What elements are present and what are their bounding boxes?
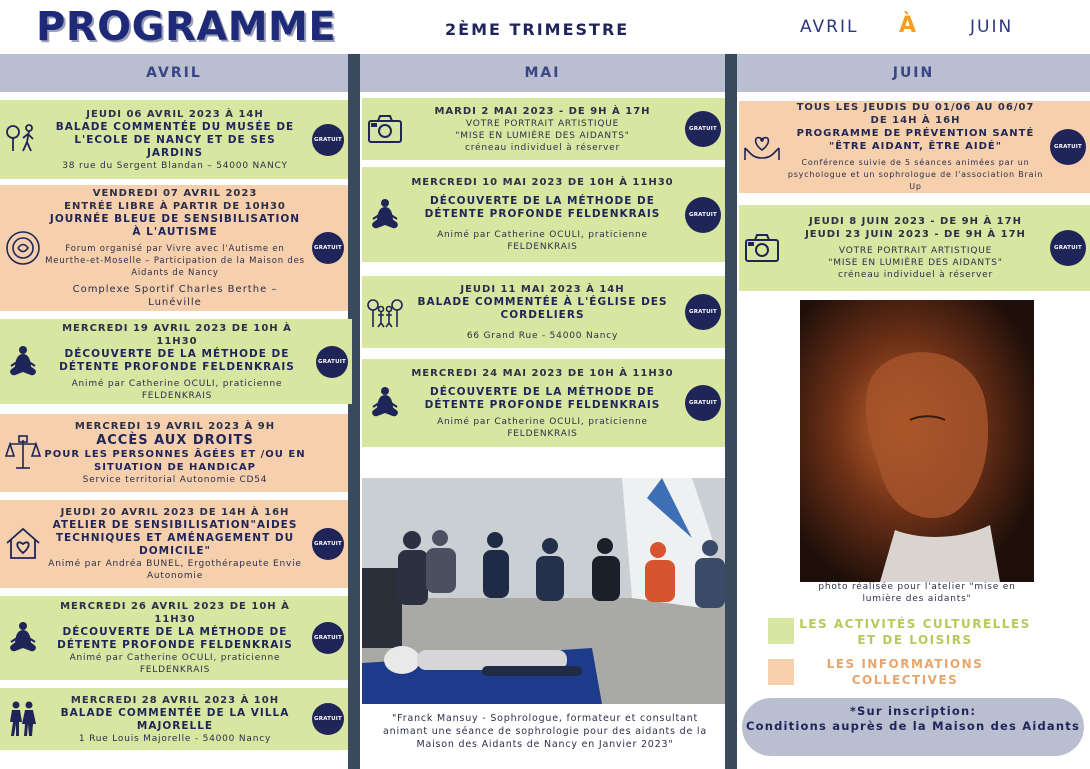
event-title: DÉCOUVERTE DE LA MÉTHODE DE DÉTENTE PROFONDE FELDENKRAIS [424, 385, 661, 411]
event-detail: Service territorial Autonomie CD54 [82, 475, 268, 485]
event-date: JEUDI 20 AVRIL 2023 DE 14H À 16H [60, 507, 290, 518]
event-card [362, 98, 725, 160]
inscription-line2: Conditions auprès de la Maison des Aidants [745, 719, 1081, 733]
event-date: MERCREDI 24 MAI 2023 DE 10H À 11H30 [411, 367, 674, 379]
photo-caption: "Franck Mansuy - Sophrologue, formateur et consultant animant une séance de sophrologie pour des aidants de la Maison des Aidants de Nancy en Janvier 2023" [383, 713, 707, 750]
trimester-label: 2ÈME TRIMESTRE [445, 20, 630, 39]
meditation-icon [366, 384, 404, 422]
event-detail: "MISE EN LUMIÈRE DES AIDANTS" [828, 258, 1003, 268]
event-date: JEUDI 23 JUIN 2023 - DE 9H À 17H [805, 229, 1026, 240]
event-detail: Animé par Andréa BUNEL, Ergothérapeute Envie Autonomie [48, 559, 302, 581]
event-card [362, 276, 725, 348]
month-range-to: JUIN [970, 17, 1014, 37]
sophrology-session-photo [362, 478, 725, 704]
event-date: JEUDI 06 AVRIL 2023 À 14H [86, 108, 264, 120]
event-card [0, 596, 348, 680]
event-detail: 66 Grand Rue - 54000 Nancy [466, 330, 619, 341]
event-date: VENDREDI 07 AVRIL 2023 [92, 188, 258, 199]
event-card [0, 414, 348, 492]
event-detail: Animé par Catherine OCULI, praticienne FELDENKRAIS [437, 230, 648, 252]
event-detail: 1 Rue Louis Majorelle - 54000 Nancy [78, 733, 272, 744]
gratuit-badge: GRATUIT [685, 197, 721, 233]
column-header-avril: AVRIL [0, 54, 348, 92]
heart-home-icon [4, 525, 42, 563]
gratuit-badge: GRATUIT [1050, 129, 1086, 165]
event-detail: Animé par Catherine OCULI, praticienne FELDENKRAIS [437, 416, 648, 439]
meditation-icon [4, 343, 42, 381]
family-trees-icon [366, 293, 404, 331]
gratuit-badge: GRATUIT [685, 294, 721, 330]
event-card [362, 167, 725, 262]
justice-scale-icon [4, 434, 42, 472]
event-detail: VOTRE PORTRAIT ARTISTIQUE [465, 118, 620, 129]
gratuit-badge: GRATUIT [312, 124, 344, 156]
event-title: DÉCOUVERTE DE LA MÉTHODE DE DÉTENTE PROFONDE FELDENKRAIS [59, 347, 295, 373]
event-subtitle: POUR LES PERSONNES ÂGÉES ET /OU EN SITUATION DE HANDICAP [44, 449, 306, 473]
month-range-from: AVRIL [800, 17, 859, 37]
column-divider [348, 54, 360, 769]
event-card [0, 500, 348, 588]
walking-person-tree-icon [4, 121, 42, 159]
event-detail: 38 rue du Sergent Blandan – 54000 NANCY [62, 160, 288, 171]
gratuit-badge: GRATUIT [312, 703, 344, 735]
page-title: PROGRAMME [36, 4, 337, 50]
event-date: MERCREDI 19 AVRIL 2023 DE 10H À 11H30 [62, 322, 292, 347]
inscription-note [742, 698, 1084, 756]
event-date: MERCREDI 28 AVRIL 2023 À 10H [70, 694, 280, 706]
event-detail: Forum organisé par Vivre avec l'Autisme en Meurthe-et-Moselle – Participation de la Maison des Aidants de Nancy [45, 244, 305, 278]
event-detail: Animé par Catherine OCULI, praticienne FELDENKRAIS [71, 378, 283, 401]
event-title: PROGRAMME DE PRÉVENTION SANTÉ "ÊTRE AIDANT, ÊTRE AIDÉ" [796, 128, 1035, 152]
gratuit-badge: GRATUIT [316, 346, 348, 378]
couple-walking-icon [4, 700, 42, 738]
event-detail: Conférence suivie de 5 séances animées par un psychologue et un sophrologue de l'association Brain Up [787, 158, 1044, 191]
event-detail: créneau individuel à réserver [838, 270, 993, 280]
camera-icon [366, 110, 404, 148]
column-header-juin: JUIN [737, 54, 1090, 92]
event-card [0, 185, 348, 311]
legend-label-informations: LES INFORMATIONS COLLECTIVES [826, 657, 984, 687]
event-title: DÉCOUVERTE DE LA MÉTHODE DE DÉTENTE PROFONDE FELDENKRAIS [57, 626, 293, 651]
column-header-mai: MAI [360, 54, 725, 92]
event-title: BALADE COMMENTÉE À L'ÉGLISE DES CORDELIERS [417, 295, 668, 321]
gratuit-badge: GRATUIT [312, 622, 344, 654]
event-detail: Animé par Catherine OCULI, praticienne FELDENKRAIS [69, 653, 281, 675]
event-title: BALADE COMMENTÉE DU MUSÉE DE L'ECOLE DE NANCY ET DE SES JARDINS [55, 120, 295, 159]
event-card [739, 101, 1090, 193]
event-date: MERCREDI 19 AVRIL 2023 À 9H [74, 421, 276, 432]
event-card [0, 319, 352, 404]
event-card [362, 359, 725, 447]
gratuit-badge: GRATUIT [685, 385, 721, 421]
gratuit-badge: GRATUIT [312, 232, 344, 264]
event-date: TOUS LES JEUDIS DU 01/06 AU 06/07 [796, 102, 1035, 113]
event-title: ATELIER DE SENSIBILISATION"AIDES TECHNIQUES ET AMÉNAGEMENT DU DOMICILE" [52, 519, 298, 557]
legend-label-culturelles: LES ACTIVITÉS CULTURELLES ET DE LOISIRS [799, 617, 1031, 647]
event-date: JEUDI 8 JUIN 2023 - DE 9H À 17H [809, 216, 1022, 227]
event-time: ENTRÉE LIBRE À PARTIR DE 10H30 [64, 201, 286, 212]
event-date: MARDI 2 MAI 2023 - DE 9H À 17H [434, 105, 651, 117]
brain-head-icon [4, 229, 42, 267]
event-date: JEUDI 11 MAI 2023 À 14H [460, 283, 625, 295]
event-title: ACCÈS AUX DROITS [96, 433, 254, 448]
event-detail: créneau individuel à réserver [465, 142, 620, 153]
event-card [0, 688, 348, 750]
event-title: BALADE COMMENTÉE DE LA VILLA MAJORELLE [60, 706, 290, 732]
event-title: DÉCOUVERTE DE LA MÉTHODE DE DÉTENTE PROFONDE FELDENKRAIS [424, 195, 661, 220]
legend-swatch-culturelles [768, 618, 794, 644]
legend-swatch-informations [768, 659, 794, 685]
event-card [0, 100, 348, 179]
event-detail: VOTRE PORTRAIT ARTISTIQUE [838, 246, 993, 256]
event-location: Complexe Sportif Charles Berthe – Lunéville [72, 284, 278, 308]
event-title: JOURNÉE BLEUE DE SENSIBILISATION À L'AUTISME [49, 213, 301, 238]
gratuit-badge: GRATUIT [1050, 230, 1086, 266]
event-time: DE 14H À 16H [870, 115, 961, 126]
portrait-photo [800, 300, 1034, 582]
gratuit-badge: GRATUIT [685, 111, 721, 147]
event-detail: "MISE EN LUMIÈRE DES AIDANTS" [455, 130, 630, 141]
column-divider [725, 54, 737, 769]
event-card [739, 205, 1090, 291]
inscription-line1: *Sur inscription: [849, 704, 977, 718]
gratuit-badge: GRATUIT [312, 528, 344, 560]
month-range-separator: À [899, 13, 919, 38]
meditation-icon [366, 196, 404, 234]
event-date: MERCREDI 26 AVRIL 2023 DE 10H À 11H30 [60, 601, 290, 625]
camera-icon [743, 229, 781, 267]
photo-caption: photo réalisée pour l'atelier "mise en lumière des aidants" [818, 582, 1016, 604]
meditation-icon [4, 619, 42, 657]
heart-hands-icon [743, 128, 781, 166]
event-date: MERCREDI 10 MAI 2023 DE 10H À 11H30 [411, 177, 674, 188]
